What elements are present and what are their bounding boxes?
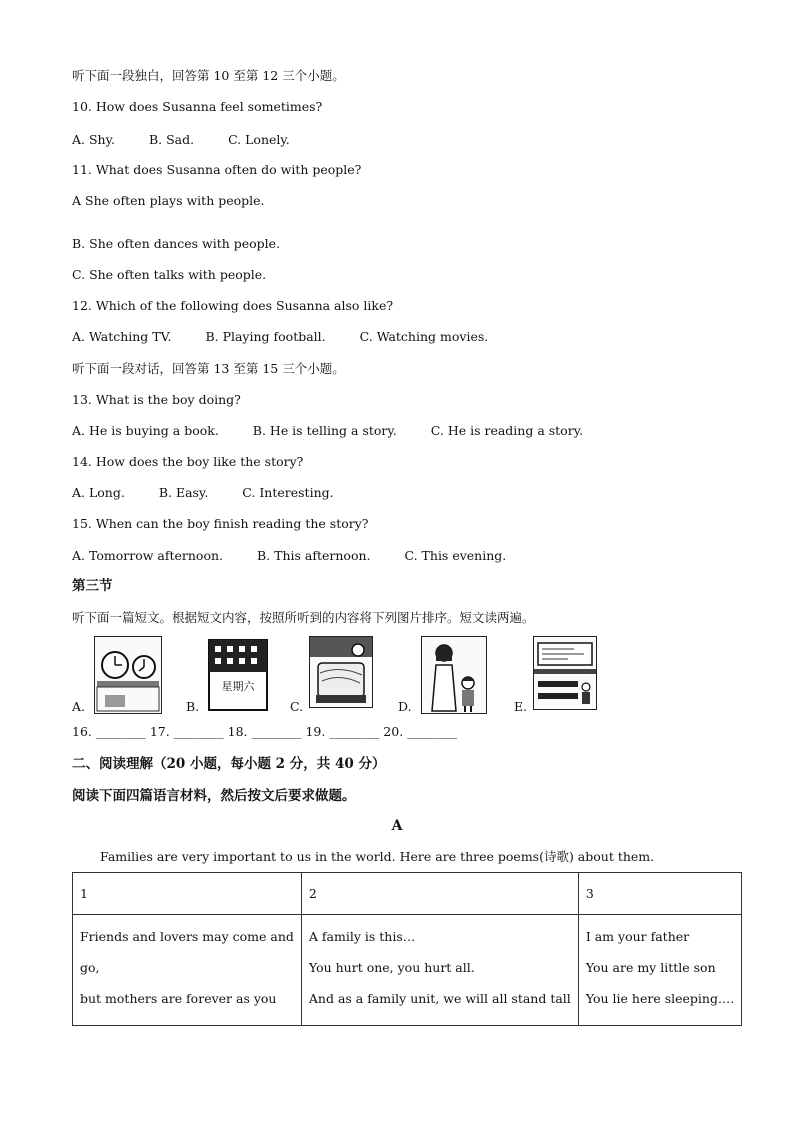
question-15-options <box>72 548 536 564</box>
question-14: 14. How does the boy like the story? <box>72 454 304 469</box>
poem-line: You hurt one, you hurt all. <box>308 960 475 975</box>
poems-table <box>72 872 742 1026</box>
poem-line: I am your father <box>585 929 690 944</box>
table-header-row <box>73 873 742 915</box>
picture-c-label: C. <box>290 699 304 714</box>
poem-line: You are my little son <box>585 960 716 975</box>
q12-option-a[interactable]: A. Watching TV. <box>72 329 172 344</box>
q11-option-c[interactable]: C. She often talks with people. <box>72 267 267 282</box>
q10-option-c[interactable]: C. Lonely. <box>228 132 290 147</box>
q11-option-a[interactable]: A She often plays with people. <box>72 193 265 208</box>
q14-option-a[interactable]: A. Long. <box>72 485 125 500</box>
poem-2-cell <box>301 915 578 1026</box>
question-12: 12. Which of the following does Susanna also like? <box>72 298 394 313</box>
q15-option-c[interactable]: C. This evening. <box>404 548 507 563</box>
table-header-cell: 2 <box>301 873 578 915</box>
picture-a-label: A. <box>72 699 86 714</box>
q13-option-c[interactable]: C. He is reading a story. <box>430 423 584 438</box>
calendar-icon <box>207 636 269 712</box>
poem-1-cell <box>73 915 302 1026</box>
q15-option-b[interactable]: B. This afternoon. <box>256 548 371 563</box>
poem-line: You lie here sleeping.… <box>585 991 735 1006</box>
poem-line: And as a family unit, we will all stand tall <box>308 991 571 1006</box>
section-3-instruction: 听下面一篇短文。根据短文内容，按照所听到的内容将下列图片排序。短文读两遍。 <box>72 610 535 625</box>
question-15: 15. When can the boy finish reading the story? <box>72 516 369 531</box>
poem-line: A family is this… <box>308 929 416 944</box>
question-11: 11. What does Susanna often do with people? <box>72 162 362 177</box>
question-14-options <box>72 485 364 501</box>
q11-option-b[interactable]: B. She often dances with people. <box>72 236 281 251</box>
clocks-icon <box>94 636 162 714</box>
q13-option-b[interactable]: B. He is telling a story. <box>252 423 397 438</box>
q10-option-a[interactable]: A. Shy. <box>72 132 115 147</box>
picture-b-label: B. <box>186 699 200 714</box>
poem-line: go, <box>80 960 100 975</box>
bed-alarm-icon <box>309 636 373 708</box>
question-13: 13. What is the boy doing? <box>72 392 241 407</box>
q15-option-a[interactable]: A. Tomorrow afternoon. <box>72 548 223 563</box>
reading-heading: 二、阅读理解（20 小题，每小题 2 分，共 40 分） <box>72 756 386 772</box>
question-10-options <box>72 132 320 148</box>
classroom-icon <box>533 636 597 710</box>
question-12-options <box>72 329 518 345</box>
poem-line: Friends and lovers may come and <box>80 929 294 944</box>
picture-d-label: D. <box>398 699 412 714</box>
q12-option-b[interactable]: B. Playing football. <box>205 329 326 344</box>
poem-line: but mothers are forever as you <box>80 991 277 1006</box>
reading-instruction: 阅读下面四篇语言材料，然后按文后要求做题。 <box>72 788 356 804</box>
table-row <box>73 915 742 1026</box>
dialogue-intro: 听下面一段对话，回答第 13 至第 15 三个小题。 <box>72 361 345 376</box>
q14-option-b[interactable]: B. Easy. <box>158 485 209 500</box>
calendar-text: 星期六 <box>221 680 255 693</box>
q13-option-a[interactable]: A. He is buying a book. <box>72 423 219 438</box>
section-3-title: 第三节 <box>72 578 113 594</box>
table-header-cell: 3 <box>578 873 742 915</box>
passage-intro: Families are very important to us in the world. Here are three poems(诗歌) about them. <box>100 849 655 864</box>
passage-letter: A <box>391 818 403 834</box>
table-header-cell: 1 <box>73 873 302 915</box>
q10-option-b[interactable]: B. Sad. <box>148 132 195 147</box>
question-13-options <box>72 423 613 439</box>
mother-son-icon <box>421 636 487 714</box>
ordering-blanks[interactable]: 16. ________ 17. ________ 18. ________ 19. ________ 20. ________ <box>72 724 458 739</box>
picture-e-label: E. <box>514 699 528 714</box>
question-10: 10. How does Susanna feel sometimes? <box>72 99 323 114</box>
poem-3-cell <box>578 915 742 1026</box>
monologue-intro: 听下面一段独白，回答第 10 至第 12 三个小题。 <box>72 68 345 83</box>
q14-option-c[interactable]: C. Interesting. <box>242 485 334 500</box>
q12-option-c[interactable]: C. Watching movies. <box>359 329 489 344</box>
